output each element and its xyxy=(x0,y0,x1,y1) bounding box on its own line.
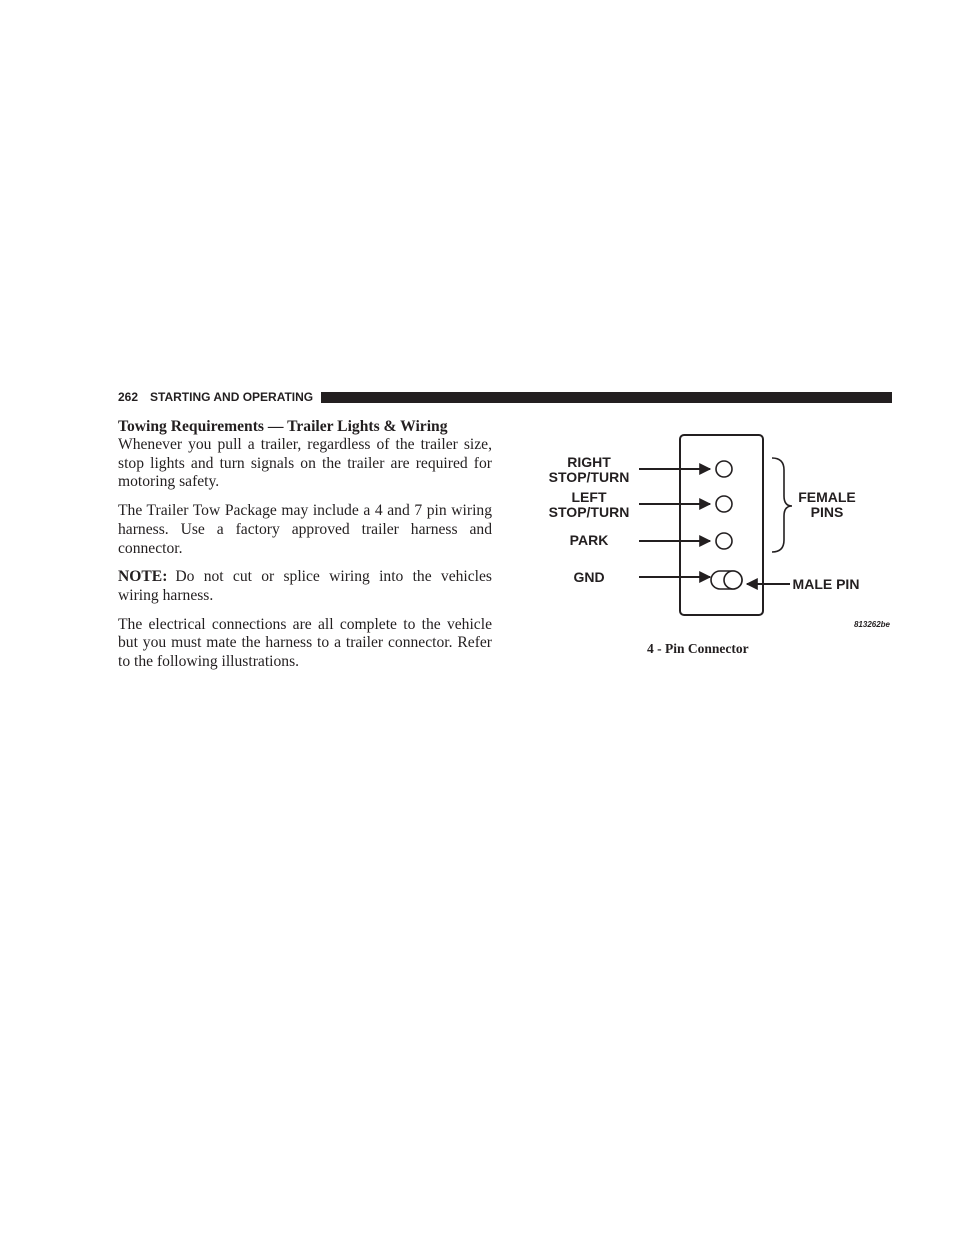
note-text: Do not cut or splice wiring into the vehicles wiring harness. xyxy=(118,568,492,604)
label-gnd: GND xyxy=(573,569,605,585)
female-pin-left xyxy=(716,496,732,512)
label-female-1: FEMALE xyxy=(798,489,856,505)
header-rule xyxy=(321,392,892,403)
male-pin xyxy=(711,571,742,589)
connector-diagram xyxy=(540,430,894,630)
note-paragraph xyxy=(118,568,492,605)
label-right-1: RIGHT xyxy=(567,454,611,470)
article-body xyxy=(118,417,492,682)
paragraph-trailer-lights: Whenever you pull a trailer, regardless of the trailer size, stop lights and turn signals on the trailer are required for motoring safety. xyxy=(118,436,492,491)
section-title: STARTING AND OPERATING xyxy=(150,390,314,404)
label-left-1: LEFT xyxy=(571,489,607,505)
label-left-2: STOP/TURN xyxy=(548,504,630,520)
connector-svg xyxy=(540,430,894,630)
label-park: PARK xyxy=(569,532,609,548)
page-header xyxy=(118,389,892,405)
female-pin-park xyxy=(716,533,732,549)
figure-caption: 4 - Pin Connector xyxy=(647,641,749,656)
label-male-pin: MALE PIN xyxy=(792,576,860,592)
label-right-2: STOP/TURN xyxy=(548,469,630,485)
page-number: 262 xyxy=(118,390,139,404)
figure-code: 813262be xyxy=(853,620,890,629)
article-heading: Towing Requirements — Trailer Lights & Wiring xyxy=(118,418,448,435)
paragraph-connections: The electrical connections are all complete to the vehicle but you must mate the harness to a trailer connector. Refer to the following illustrations. xyxy=(118,615,492,671)
label-female-2: PINS xyxy=(810,504,844,520)
female-pins-brace xyxy=(772,458,792,552)
note-label: NOTE: xyxy=(118,568,168,586)
female-pin-right xyxy=(716,461,732,477)
paragraph-tow-package: The Trailer Tow Package may include a 4 and 7 pin wiring harness. Use a factory approved trailer harness and connector. xyxy=(118,502,492,557)
